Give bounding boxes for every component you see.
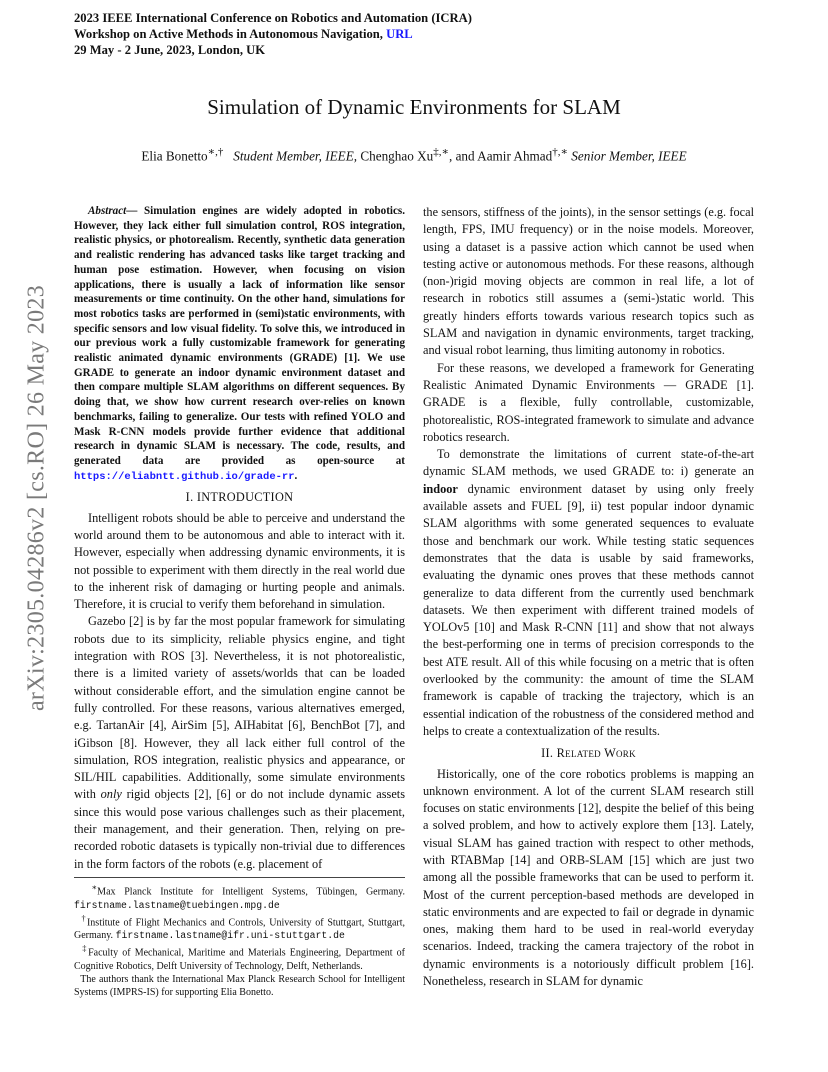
- body-text: dynamic environment dataset by using only freely available assets and FUEL [9], ii) test popular indoor dynamic SLAM algorithms with some generated sequences to evaluate those and benchmark our work. While testing static sequences demonstrates that the data is usable by said frameworks, evaluating the dynamic ones proves that these methods cannot generalize to data different from the currently used benchmark datasets. We then experiment with different trained models of YOLOv5 [10] and Mask R-CNN [11] and show that not always the best-performing one in terms of precision corresponds to the best ATE result. All of this while focusing on a metric that is often overlooked by the community: the amount of time the SLAM framework is capable of tracking the trajectory, which is an essential indication of the robustness of the considered method and helps to create a contextualization of the results.: [423, 481, 754, 738]
- bold-text: indoor: [423, 481, 458, 496]
- arxiv-stamp: [22, 248, 52, 748]
- author-affil-marks: ‡,∗: [433, 146, 449, 158]
- arxiv-stamp-text: arXiv:2305.04286v2 [cs.RO] 26 May 2023: [23, 284, 50, 712]
- footnote-mark: ∗: [91, 883, 98, 892]
- emphasis-text: only: [100, 787, 122, 802]
- author-affil-marks: †,∗: [552, 146, 568, 158]
- author-list: [0, 145, 828, 164]
- footnote: [74, 912, 405, 943]
- footnote-text: The authors thank the International Max Planck Research School for Intelligent Systems (IMPRS-IS) for supporting Elia Bonetto.: [74, 974, 405, 999]
- section-heading-introduction: I. INTRODUCTION: [185, 490, 294, 505]
- author-name: , and Aamir Ahmad: [448, 148, 553, 164]
- body-text: To demonstrate the limitations of current state-of-the-art dynamic SLAM methods, we used GRADE to: i) generate an: [423, 447, 754, 479]
- footnote-text: Institute of Flight Mechanics and Controls, University of Stuttgart, Stuttgart, Germany.: [74, 917, 405, 942]
- footnotes: [74, 877, 405, 1000]
- author-name: Elia Bonetto: [141, 148, 208, 164]
- footnote: [74, 881, 405, 912]
- workshop-line: [74, 26, 472, 42]
- date-location-line: 29 May - 2 June, 2023, London, UK: [74, 43, 266, 57]
- section-name: Related Work: [556, 746, 636, 761]
- body-text: rigid objects [2], [6] or do not include dynamic assets since this would pose various challenges such as their placement, their management, and their generation. Then, relying on pre-recorded robotic datasets is typically non-trivial due to differences in the form factors of the robots (e.g. placement of: [74, 787, 406, 871]
- workshop-url-link[interactable]: URL: [386, 27, 413, 41]
- footnote: [74, 942, 405, 973]
- workshop-text: Workshop on Active Methods in Autonomous Navigation,: [74, 27, 387, 41]
- abstract-dash: —: [126, 205, 144, 217]
- footnote: [74, 973, 405, 999]
- body-paragraph: [423, 446, 754, 740]
- author-affil-marks: ∗,†: [207, 146, 224, 158]
- body-paragraph: Intelligent robots should be able to perceive and understand the world around them to be autonomous and able to interact with it. However, especially when addressing dynamic environments, it is not possible to experiment with them directly in the real world due to the inherent risk of damaging or hurting people and animals. Therefore, it is crucial to verify them beforehand in simulation.: [74, 510, 405, 612]
- body-paragraph: the sensors, stiffness of the joints), in the sensor settings (e.g. focal length, FPS, IMU frequency) or in the noise models. Moreover, using a dataset is a passive action which cannot be used when testing active or autonomous methods. For these reasons, although (non-)rigid moving objects are common in real life, a lot of research in robotics still assumes a (semi-)static world. This greatly hinders efforts towards various research topics such as SLAM and navigation in dynamic environments, target tracking, and visual robot learning, thus limiting autonomy in robotics.: [423, 205, 754, 358]
- footnote-email: firstname.lastname@tuebingen.mpg.de: [74, 899, 280, 911]
- conference-line: 2023 IEEE International Conference on Robotics and Automation (ICRA): [74, 11, 472, 25]
- footnote-text: Faculty of Mechanical, Maritime and Materials Engineering, Department of Cognitive Robotics, Delft University of Technology, Delft, Netherlands.: [74, 947, 405, 972]
- footnote-text: Max Planck Institute for Intelligent Systems, Tübingen, Germany.: [97, 886, 406, 898]
- conference-header: [74, 10, 472, 58]
- author-role: Senior Member, IEEE: [571, 148, 687, 164]
- body-paragraph: Historically, one of the core robotics problems is mapping an unknown environment. A lot of the current SLAM research still focuses on static environments [12], despite the belief of this being a solved problem, and how to actively explore them [13]. Lately, visual SLAM has gained traction with respect to other methods, with RTABMap [14] and ORB-SLAM [15] which are just two among all the possible frameworks that can be used to perform it. Most of the current perception-based methods are developed in static environments and are expected to fail or degrade in dynamic ones, making them hard to be used in real-world everyday scenarios. Indeed, tracking the camera trajectory of the robot in dynamic environments is a notoriously difficult problem [16]. Nonetheless, research in SLAM for dynamic: [423, 766, 754, 989]
- section-heading-related-work: [423, 745, 754, 762]
- abstract-label: Abstract: [88, 205, 127, 217]
- footnote-email: firstname.lastname@ifr.uni-stuttgart.de: [115, 930, 345, 942]
- author-role: Student Member, IEEE,: [233, 148, 358, 164]
- author-name: Chenghao Xu: [360, 148, 434, 164]
- abstract: [74, 204, 405, 484]
- left-column: [74, 204, 405, 873]
- paper-title: Simulation of Dynamic Environments for SLAM: [207, 95, 621, 119]
- footnote-mark: ‡: [82, 944, 89, 954]
- footnote-mark: †: [81, 913, 87, 923]
- section-number: II.: [541, 746, 557, 761]
- body-paragraph: [74, 613, 405, 872]
- abstract-end: .: [294, 469, 298, 482]
- abstract-url-link[interactable]: https://eliabntt.github.io/grade-rr: [74, 470, 295, 483]
- abstract-text: Simulation engines are widely adopted in robotics. However, they lack either full simulation control, ROS integration, realistic physics, or photorealism. Recently, synthetic data generation and realistic rendering has advanced tasks like target tracking and human pose estimation. However, when focusing on vision applications, there is usually a lack of information like sensor measurements or time continuity. On the other hand, simulations for most robotics tasks are performed in (semi)static environments, with specific sensors and low visual fidelity. To solve this, we introduced in our previous work a fully customizable framework for generating realistic animated dynamic environments (GRADE) [1]. We use GRADE to generate an indoor dynamic environment dataset and then compare multiple SLAM algorithms on different sequences. By doing that, we show how current research over-relies on known benchmarks, failing to generalize. Our tests with refined YOLO and Mask R-CNN models provide further evidence that additional research in dynamic SLAM is necessary. The code, results, and generated data are provided as open-source at: [74, 205, 406, 467]
- body-text: Gazebo [2] is by far the most popular framework for simulating robots due to its simplicity, reliable physics engine, and tight integration with ROS [3]. Nevertheless, it is not photorealistic, there is a limited variety of assets/worlds that can be loaded without considerable effort, and the simulation engine cannot be fully controlled. For these reasons, various alternatives emerged, e.g. TartanAir [4], AirSim [5], AIHabitat [6], BenchBot [7], and iGibson [8]. However, they all lack either full control of the simulation, ROS integration, realistic physics and appearance, or SIL/HIL capabilities. Additionally, some simulate environments with: [74, 614, 405, 802]
- right-column: [423, 204, 754, 990]
- body-paragraph: For these reasons, we developed a framework for Generating Realistic Animated Dynamic Environments — GRADE [1]. GRADE is a flexible, fully controllable, customizable, photorealistic, ROS-integrated framework to simulate and advance robotics research.: [423, 360, 754, 444]
